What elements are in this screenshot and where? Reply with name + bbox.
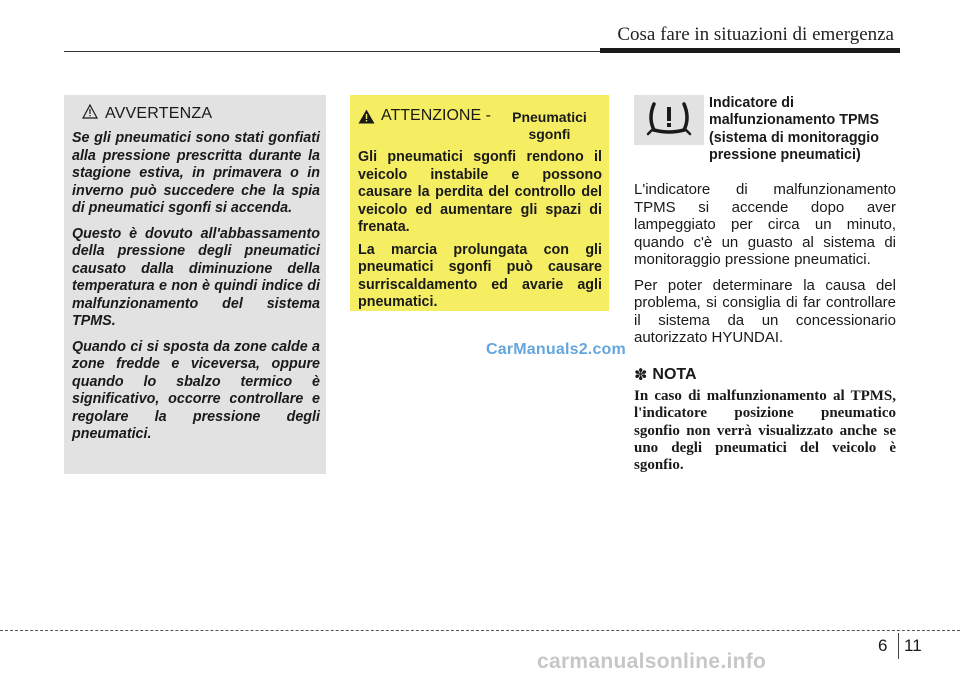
tpms-section-title: Indicatore di malfunzionamento TPMS (sistema di monitoraggio pressione pneumatici) — [709, 95, 879, 163]
watermark-bottom: carmanualsonline.info — [537, 650, 767, 673]
tpms-section-body — [634, 181, 896, 355]
warning-triangle-icon — [82, 104, 98, 124]
warning-paragraph: Se gli pneumatici sono stati gonfiati alla pressione prescritta durante la stagione estiva, in primavera o in inverno può succedere che la spia di pneumatici sgonfi si accenda. — [72, 130, 320, 216]
warning-heading-text: AVVERTENZA — [105, 105, 213, 122]
tpms-indicator-icon-box — [634, 95, 704, 145]
warning-heading — [82, 104, 320, 124]
note-heading — [634, 365, 697, 385]
caution-subheading: Pneumatici sgonfi — [512, 109, 587, 142]
footer-rule — [0, 630, 960, 631]
caution-triangle-icon — [358, 107, 375, 129]
warning-paragraph: Quando ci si sposta da zone calde a zone fredde e viceversa, oppure quando lo sbalzo termico è significativo, occorre controllare e regolare la pressione degli pneumatici. — [72, 338, 320, 442]
page-number: 11 — [904, 636, 922, 655]
chapter-number: 6 — [878, 636, 888, 655]
page-header-title: Cosa fare in situazioni di emergenza — [617, 24, 894, 45]
note-asterisk-icon: ✽ — [634, 367, 648, 384]
watermark-top: CarManuals2.com — [486, 341, 626, 358]
caution-heading-text: ATTENZIONE - — [381, 107, 491, 124]
warning-box — [64, 95, 326, 474]
note-text: In caso di malfunzionamento al TPMS, l'indicatore posizione pneumatico sgonfio non verrà visualizzato anche se uno degli pneumatici del veicolo è sgonfio. — [634, 388, 896, 474]
tpms-paragraph: Per poter determinare la causa del problema, si consiglia di far controllare il sistema da un concessionario autorizzato HYUNDAI. — [634, 276, 896, 346]
caution-heading — [358, 107, 602, 143]
caution-box — [350, 95, 609, 311]
footer-separator — [898, 633, 899, 659]
warning-paragraph: Questo è dovuto all'abbassamento della pressione degli pneumatici causato dalla diminuzione della temperatura e non è quindi indice di malfunzionamento del sistema TPMS. — [72, 225, 320, 329]
caution-paragraph: La marcia prolungata con gli pneumatici sgonfi può causare surriscaldamento ed avarie agli pneumatici. — [358, 241, 602, 310]
header-rule-accent — [600, 48, 900, 53]
caution-paragraph: Gli pneumatici sgonfi rendono il veicolo instabile e possono causare la perdita del controllo del veicolo ed aumentare gli spazi di frenata. — [358, 149, 602, 235]
tpms-paragraph: L'indicatore di malfunzionamento TPMS si accende dopo aver lampeggiato per circa un minuto, quando c'è un guasto al sistema di monitoraggio pressione pneumatici. — [634, 181, 896, 268]
tpms-malfunction-icon — [642, 98, 696, 143]
note-heading-text: NOTA — [652, 366, 697, 383]
